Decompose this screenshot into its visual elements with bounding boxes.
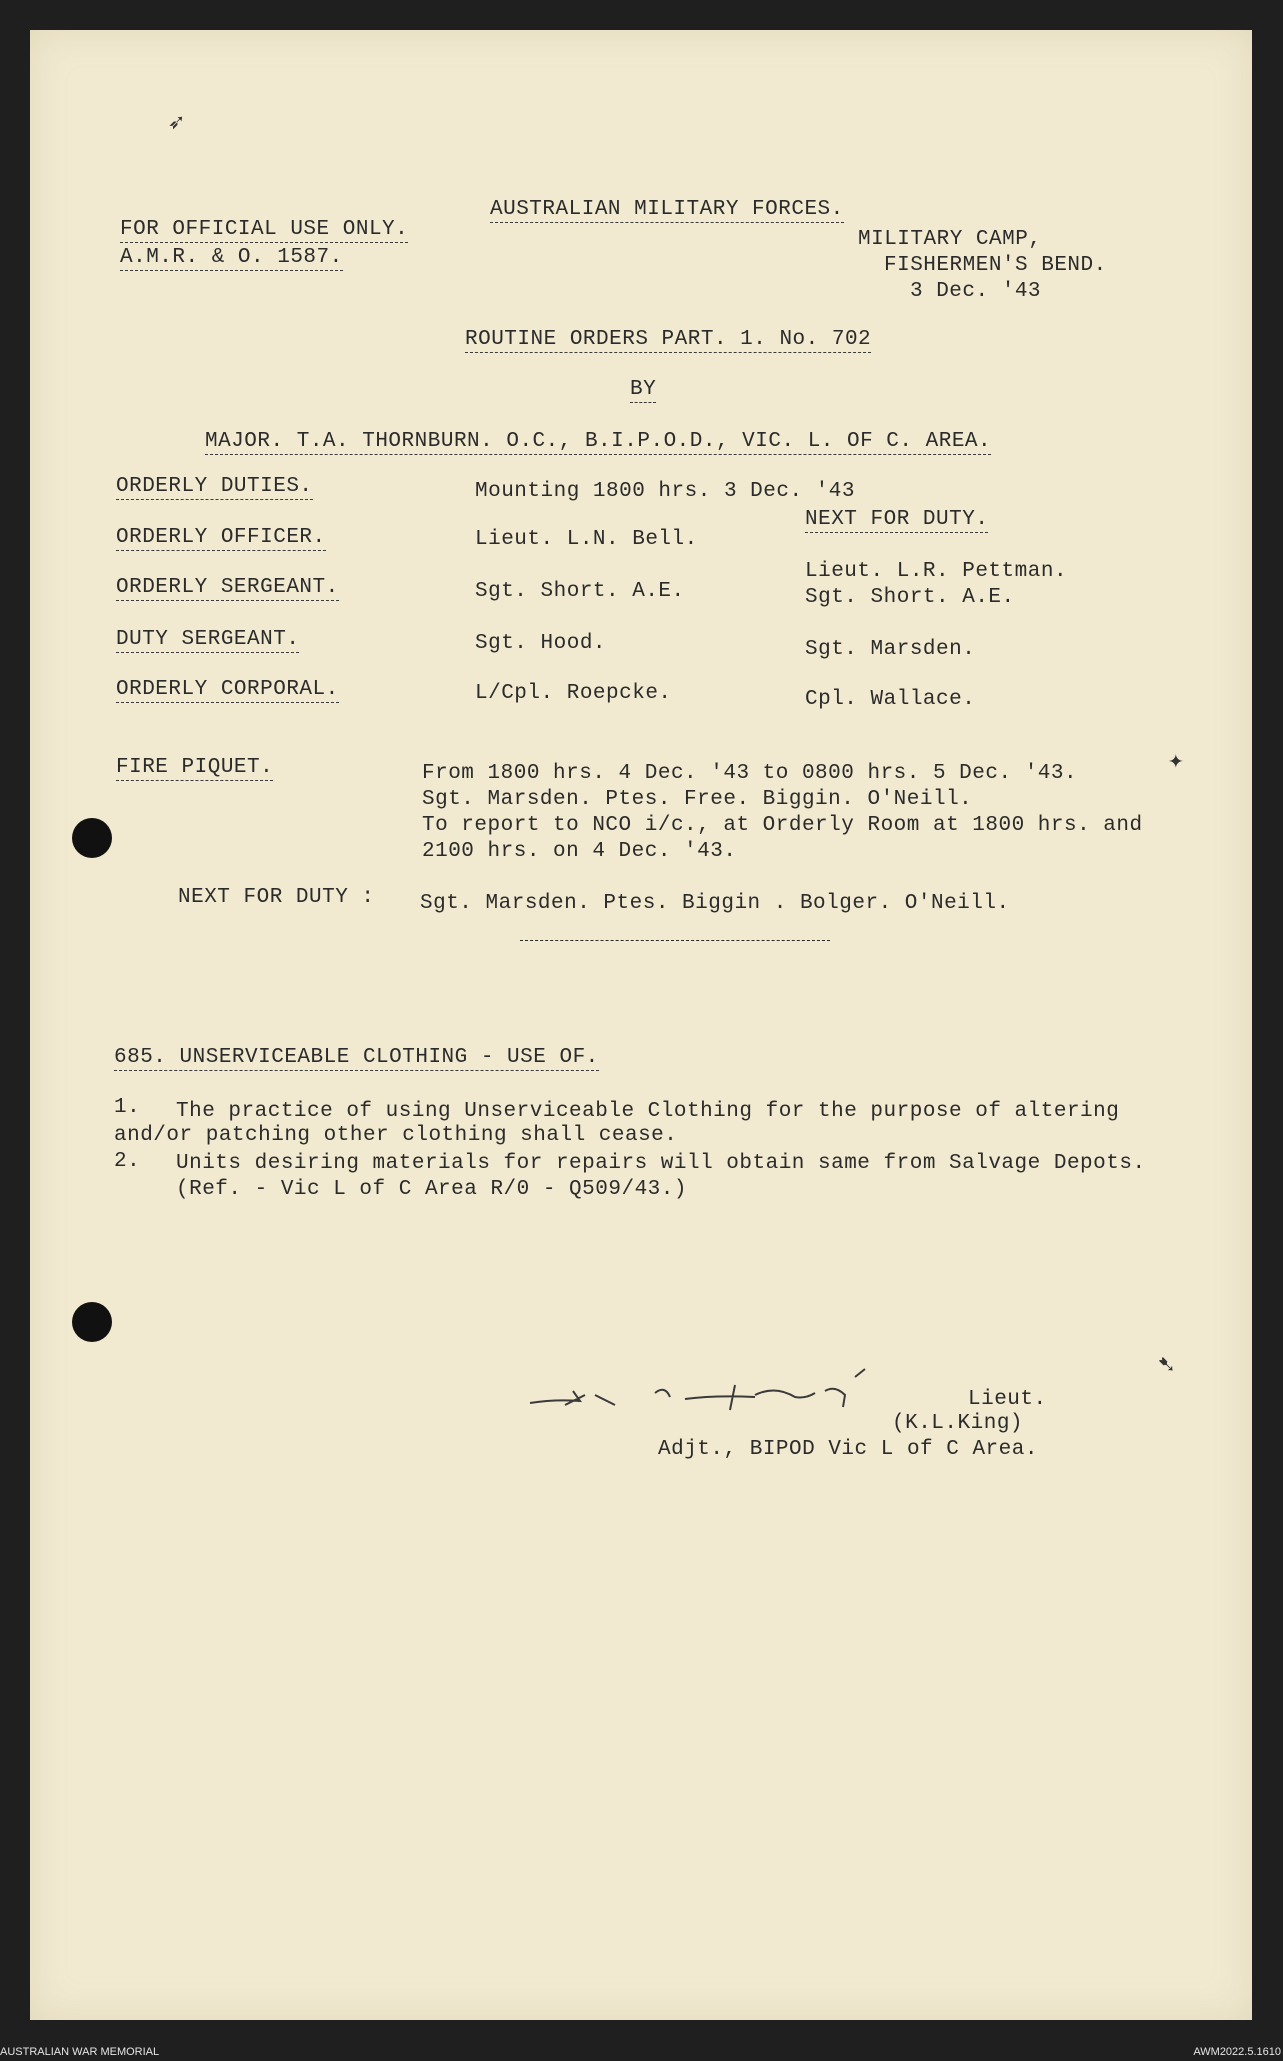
duty-role: ORDERLY SERGEANT. bbox=[116, 576, 339, 599]
archive-credit: AUSTRALIAN WAR MEMORIAL bbox=[0, 2046, 160, 2058]
signatory-title: Adjt., BIPOD Vic L of C Area. bbox=[658, 1438, 1038, 1461]
signatory-name: (K.L.King) bbox=[892, 1412, 1024, 1435]
fire-piquet-label: FIRE PIQUET. bbox=[116, 756, 274, 779]
duty-role: ORDERLY CORPORAL. bbox=[116, 678, 339, 701]
duty-next: Sgt. Short. A.E. bbox=[805, 586, 1015, 609]
commander-line: MAJOR. T.A. THORNBURN. O.C., B.I.P.O.D., VIC. L. OF C. AREA. bbox=[205, 430, 992, 453]
mounting-time: Mounting 1800 hrs. 3 Dec. '43 bbox=[475, 480, 855, 503]
pin-mark-icon: ➷ bbox=[1158, 1351, 1174, 1381]
pin-mark-icon: ➶ bbox=[168, 109, 184, 139]
piquet-next-label: NEXT FOR DUTY : bbox=[178, 886, 375, 909]
punch-hole-top bbox=[72, 818, 112, 858]
fire-piquet-line: 2100 hrs. on 4 Dec. '43. bbox=[422, 840, 737, 863]
official-use-label: FOR OFFICIAL USE ONLY. bbox=[120, 218, 409, 241]
by-label: BY bbox=[630, 378, 657, 401]
duty-current: L/Cpl. Roepcke. bbox=[475, 682, 672, 705]
duty-role: ORDERLY OFFICER. bbox=[116, 526, 326, 549]
header-title: AUSTRALIAN MILITARY FORCES. bbox=[490, 198, 844, 221]
section-divider bbox=[520, 940, 830, 941]
duty-next: Lieut. L.R. Pettman. bbox=[805, 560, 1068, 583]
punch-hole-bottom bbox=[72, 1302, 112, 1342]
duty-current: Sgt. Hood. bbox=[475, 632, 607, 655]
fire-piquet-line: From 1800 hrs. 4 Dec. '43 to 0800 hrs. 5 Dec. '43. bbox=[422, 762, 1078, 785]
amr-reference: A.M.R. & O. 1587. bbox=[120, 246, 343, 269]
item-text: The practice of using Unserviceable Clothing for the purpose of altering bbox=[176, 1100, 1120, 1123]
duty-next: Sgt. Marsden. bbox=[805, 638, 976, 661]
archive-reference: AWM2022.5.1610 bbox=[1193, 2046, 1281, 2058]
duty-current: Sgt. Short. A.E. bbox=[475, 580, 685, 603]
pin-mark-icon: ✦ bbox=[1168, 746, 1184, 776]
section-heading: 685. UNSERVICEABLE CLOTHING - USE OF. bbox=[114, 1046, 599, 1069]
item-number: 1. bbox=[114, 1096, 141, 1119]
document-date: 3 Dec. '43 bbox=[910, 280, 1042, 303]
orderly-duties-label: ORDERLY DUTIES. bbox=[116, 475, 313, 498]
fire-piquet-line: Sgt. Marsden. Ptes. Free. Biggin. O'Neill. bbox=[422, 788, 973, 811]
location-line2: FISHERMEN'S BEND. bbox=[884, 254, 1107, 277]
duty-role: DUTY SERGEANT. bbox=[116, 628, 300, 651]
duty-current: Lieut. L.N. Bell. bbox=[475, 528, 698, 551]
item-text: and/or patching other clothing shall cease. bbox=[114, 1124, 678, 1147]
next-for-duty-header: NEXT FOR DUTY. bbox=[805, 508, 989, 531]
item-text: (Ref. - Vic L of C Area R/0 - Q509/43.) bbox=[176, 1178, 687, 1201]
piquet-next-value: Sgt. Marsden. Ptes. Biggin . Bolger. O'Neill. bbox=[420, 892, 1010, 915]
orders-title: ROUTINE ORDERS PART. 1. No. 702 bbox=[465, 328, 872, 351]
location-line1: MILITARY CAMP, bbox=[858, 228, 1042, 251]
signatory-rank: Lieut. bbox=[968, 1388, 1047, 1411]
item-text: Units desiring materials for repairs will obtain same from Salvage Depots. bbox=[176, 1152, 1146, 1175]
fire-piquet-line: To report to NCO i/c., at Orderly Room at 1800 hrs. and bbox=[422, 814, 1143, 837]
item-number: 2. bbox=[114, 1150, 141, 1173]
handwritten-signature bbox=[525, 1355, 965, 1415]
duty-next: Cpl. Wallace. bbox=[805, 688, 976, 711]
